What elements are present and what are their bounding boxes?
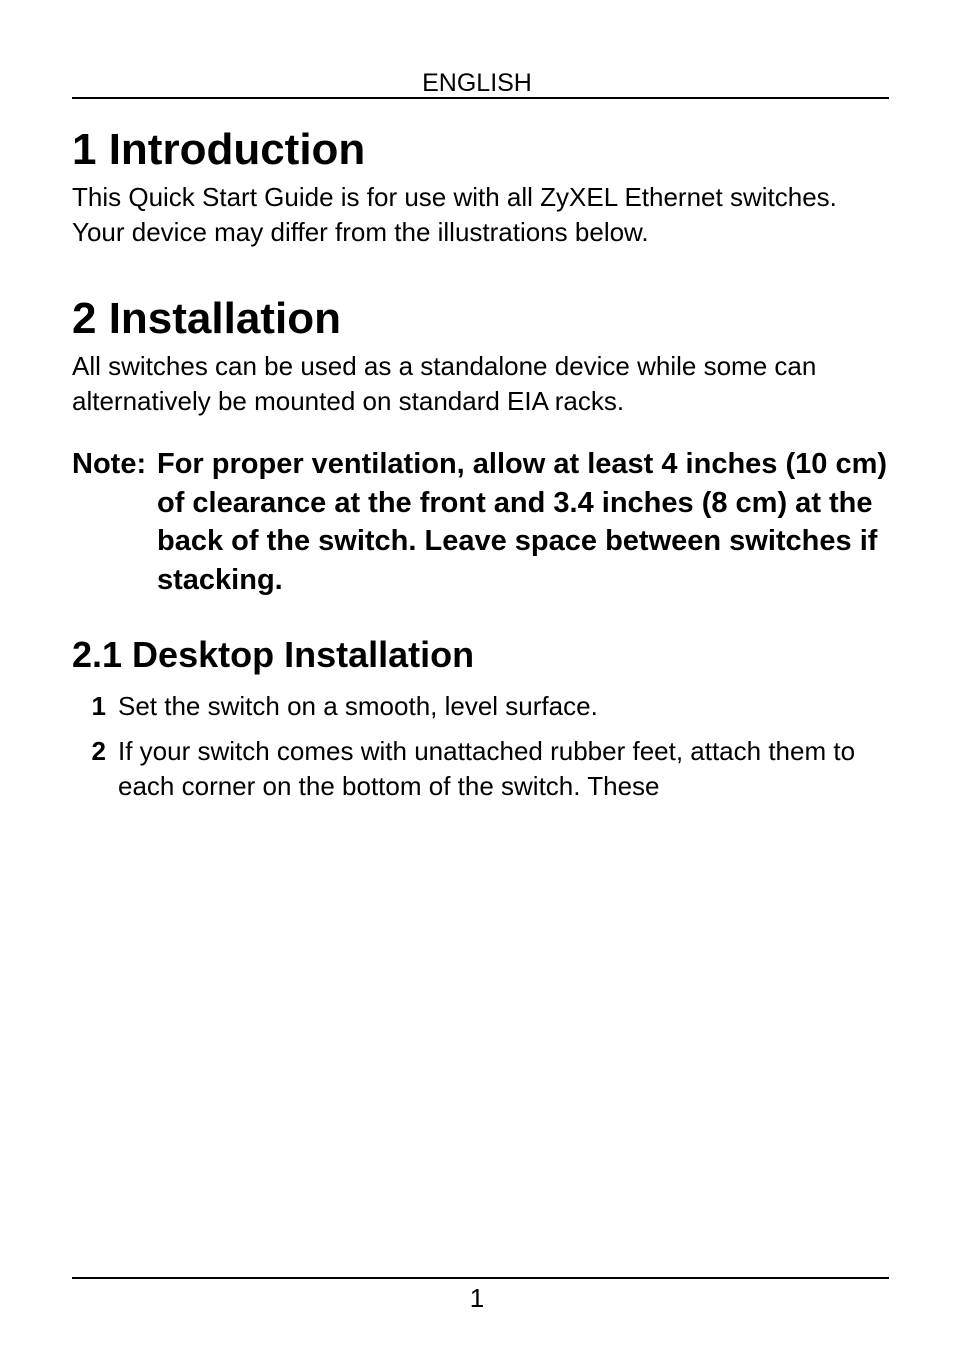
header-language: ENGLISH bbox=[422, 69, 532, 97]
section-introduction-title: 1 Introduction bbox=[72, 125, 366, 174]
page-content bbox=[72, 120, 889, 814]
step-number: 2 bbox=[91, 736, 106, 766]
step-text: If your switch comes with unattached rubber feet, attach them to each corner on the bottom of the switch. These bbox=[118, 736, 856, 801]
note-text: For proper ventilation, allow at least 4 inches (10 cm) of clearance at the front and 3.4 inches (8 cm) at the back of the switch. Leave space between switches if stacking. bbox=[157, 448, 888, 596]
page-number: 1 bbox=[469, 1283, 485, 1313]
footer-rule bbox=[72, 1277, 889, 1279]
header-rule bbox=[72, 97, 889, 99]
section-introduction-paragraph: This Quick Start Guide is for use with all ZyXEL Ethernet switches. Your device may differ from the illustrations below. bbox=[72, 182, 837, 247]
section-installation-title: 2 Installation bbox=[72, 294, 341, 343]
list-item bbox=[72, 689, 889, 724]
desktop-installation-steps bbox=[72, 689, 889, 804]
section-desktop-installation-title: 2.1 Desktop Installation bbox=[72, 634, 475, 675]
section-installation-paragraph: All switches can be used as a standalone device while some can alternatively be mounted on standard EIA racks. bbox=[72, 351, 817, 416]
list-item bbox=[72, 734, 889, 804]
installation-note bbox=[72, 445, 889, 599]
note-label: Note: bbox=[72, 448, 147, 480]
step-number: 1 bbox=[91, 691, 106, 721]
step-text: Set the switch on a smooth, level surface. bbox=[118, 691, 598, 721]
